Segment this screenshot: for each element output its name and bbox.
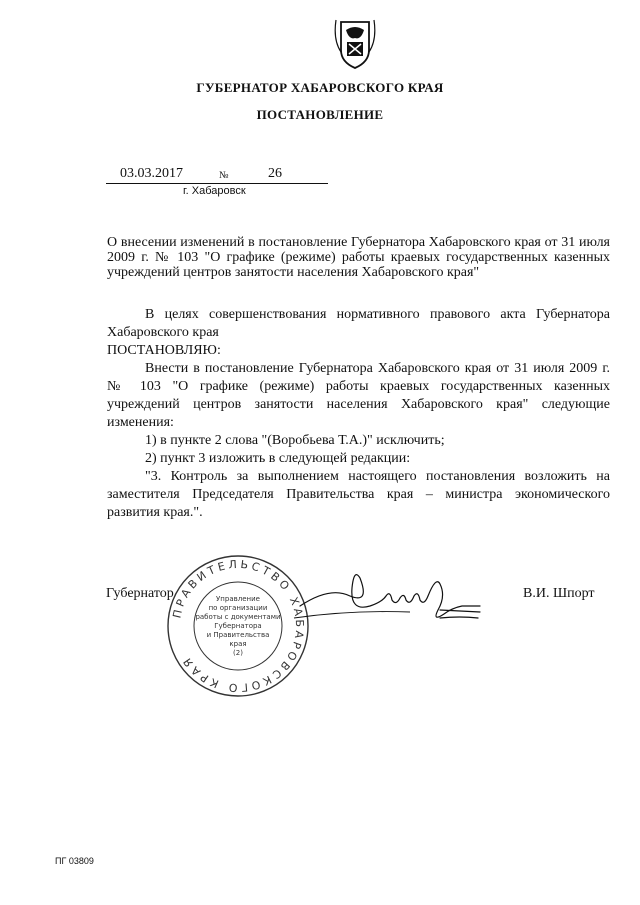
handwritten-signature — [290, 566, 490, 630]
svg-text:ПРАВИТЕЛЬСТВО ХАБАРОВСКОГО КРА: ПРАВИТЕЛЬСТВО ХАБАРОВСКОГО КРАЯ — [170, 557, 307, 695]
resolve-heading: ПОСТАНОВЛЯЮ: — [107, 343, 221, 358]
document-city: г. Хабаровск — [183, 185, 246, 197]
svg-text:края: края — [229, 640, 247, 648]
svg-text:и Правительства: и Правительства — [206, 631, 270, 639]
issuing-authority: ГУБЕРНАТОР ХАБАРОВСКОГО КРАЯ — [196, 80, 444, 95]
form-code: ПГ 03809 — [55, 856, 94, 866]
new-clause-text: "3. Контроль за выполнением настоящего постановления возложить на заместителя Председателя Правительства края – министра экономического развития края.". — [107, 469, 610, 520]
date-number-underline — [106, 183, 328, 184]
svg-text:Управление: Управление — [216, 595, 260, 603]
preamble-paragraph: В целях совершенствования нормативного правового акта Губернатора Хабаровского края — [107, 307, 610, 340]
document-type-title: ПОСТАНОВЛЕНИЕ — [256, 107, 384, 122]
signatory-role: Губернатор — [106, 586, 174, 601]
item-2: 2) пункт 3 изложить в следующей редакции: — [145, 451, 411, 466]
svg-text:(2): (2) — [233, 649, 243, 657]
item-1: 1) в пункте 2 слова "(Воробьева Т.А.)" исключить; — [145, 433, 445, 448]
document-number: 26 — [268, 166, 282, 181]
svg-text:Губернатора: Губернатора — [214, 622, 262, 630]
signatory-name: В.И. Шпорт — [523, 586, 595, 601]
svg-text:по организации: по организации — [208, 604, 268, 612]
svg-text:работы с документами: работы с документами — [195, 613, 281, 621]
document-subject: О внесении изменений в постановление Губернатора Хабаровского края от 31 июля 2009 г. № 103 "О графике (режиме) работы краевых государственных казенных учреждений центров занятости населения Хабаровского края" — [107, 235, 610, 280]
document-date: 03.03.2017 — [120, 166, 183, 181]
main-paragraph: Внести в постановление Губернатора Хабаровского края от 31 июля 2009 г. № 103 "О графике (режиме) работы краевых государственных казенных учреждений центров занятости населения Хабаровского края" следующие изменения: — [107, 361, 610, 430]
document-body — [107, 306, 610, 522]
coat-of-arms-icon — [333, 16, 377, 70]
number-sign: № — [219, 170, 229, 181]
